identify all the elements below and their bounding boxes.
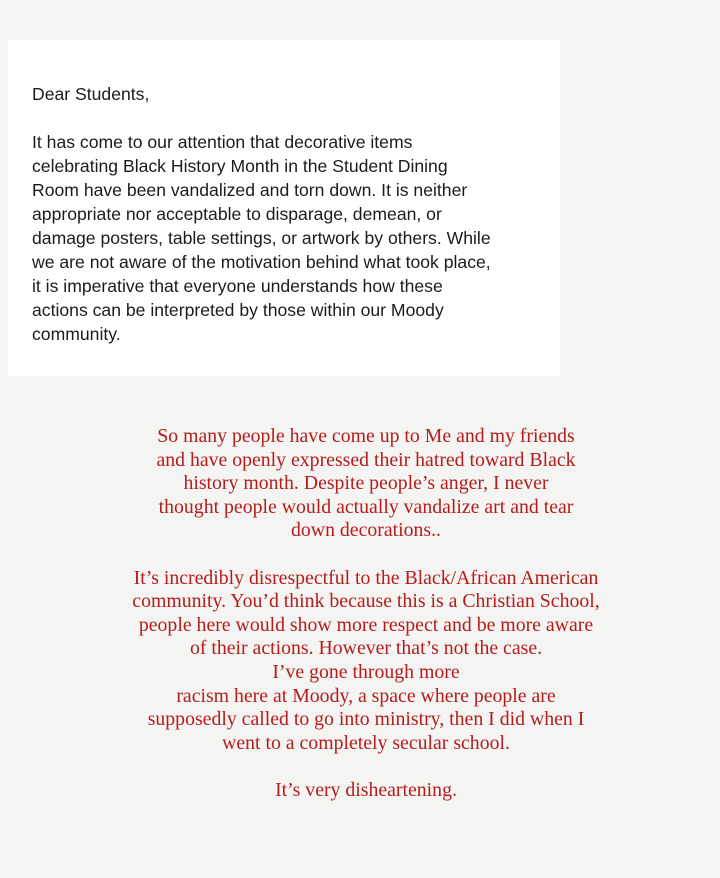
letter-line: damage posters, table settings, or artwork by others. While: [32, 228, 491, 248]
statement-line: down decorations..: [291, 519, 441, 542]
statement-line: thought people would actually vandalize art and tear: [158, 495, 574, 518]
statement-line: went to a completely secular school.: [222, 731, 510, 754]
letter-line: it is imperative that everyone understands how these: [32, 276, 443, 296]
statement-line: community. You’d think because this is a Christian School,: [132, 590, 600, 613]
statement-line: supposedly called to go into ministry, then I did when I: [147, 708, 585, 731]
statement-line: So many people have come up to Me and my friends: [157, 425, 575, 447]
letter-screenshot: [8, 40, 560, 376]
statement-line: history month. Despite people’s anger, I never: [183, 472, 549, 495]
statement-line: of their actions. However that’s not the case.: [189, 637, 543, 660]
statement-paragraph-3: It’s very disheartening.: [275, 778, 457, 801]
letter-line: It has come to our attention that decorative items: [32, 132, 413, 152]
letter-line: appropriate nor acceptable to disparage, demean, or: [32, 204, 442, 224]
statement-line: It’s incredibly disrespectful to the Black/African American: [133, 566, 599, 589]
letter-line: celebrating Black History Month in the Student Dining: [32, 156, 448, 176]
letter-line: Room have been vandalized and torn down. It is neither: [32, 180, 468, 200]
letter-body: [32, 130, 557, 346]
letter-line: we are not aware of the motivation behind what took place,: [32, 252, 491, 272]
statement-line: I’ve gone through more: [272, 660, 460, 683]
letter-line: community.: [32, 324, 121, 344]
statement-line: racism here at Moody, a space where people are: [176, 684, 556, 707]
statement-paragraph-1: [40, 425, 692, 543]
statement-line: people here would show more respect and be more aware: [138, 613, 594, 636]
letter-line: actions can be interpreted by those within our Moody: [32, 300, 444, 320]
statement-line: and have openly expressed their hatred toward Black: [156, 448, 576, 471]
student-statement: [40, 425, 692, 803]
statement-paragraph-2: [40, 567, 692, 756]
letter-salutation: Dear Students,: [32, 84, 150, 104]
